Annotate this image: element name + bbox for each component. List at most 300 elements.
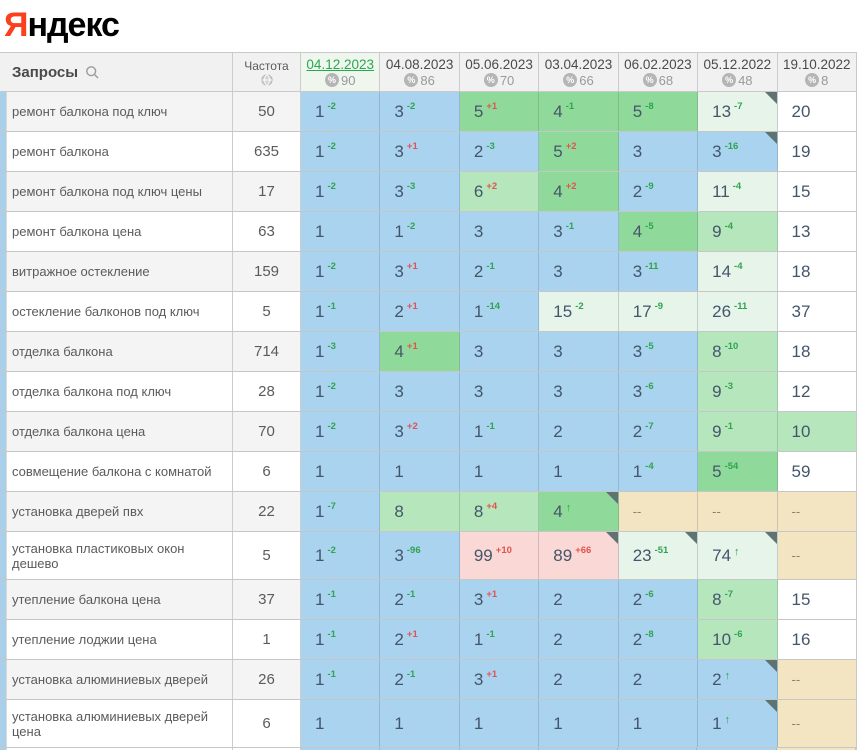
position-value: 2 xyxy=(632,181,643,201)
position-value: 1 xyxy=(553,713,563,733)
position-cell[interactable] xyxy=(301,412,380,451)
query-cell[interactable] xyxy=(0,172,233,211)
position-cell[interactable] xyxy=(301,532,380,579)
no-data-value: -- xyxy=(791,672,801,687)
position-cell[interactable] xyxy=(778,292,856,331)
query-text: витражное остекление xyxy=(12,264,150,279)
position-value: 1 xyxy=(315,141,325,161)
position-value: 17 xyxy=(632,301,652,321)
position-cell[interactable] xyxy=(778,580,856,619)
position-value: 2 xyxy=(394,589,404,609)
position-value: 18 xyxy=(791,261,811,281)
position-value: 15 xyxy=(791,589,811,609)
position-cell[interactable] xyxy=(380,532,459,579)
query-cell[interactable] xyxy=(0,292,233,331)
position-change: -1 xyxy=(565,101,575,112)
position-cell[interactable] xyxy=(460,700,539,747)
query-cell[interactable] xyxy=(0,252,233,291)
position-cell[interactable] xyxy=(619,372,698,411)
yandex-logo-letter: Я xyxy=(4,6,28,44)
position-value: 10 xyxy=(791,421,811,441)
search-icon[interactable] xyxy=(85,65,100,80)
position-change: -11 xyxy=(645,261,659,272)
position-value: 1 xyxy=(315,181,325,201)
position-value: 2 xyxy=(632,669,643,689)
position-cell[interactable] xyxy=(380,492,459,531)
position-cell[interactable] xyxy=(698,92,777,131)
position-change: -4 xyxy=(734,261,743,272)
frequency-cell: 63 xyxy=(233,212,301,251)
query-cell[interactable] xyxy=(0,332,233,371)
position-value: 1 xyxy=(315,589,325,609)
query-cell[interactable] xyxy=(0,492,233,531)
position-cell[interactable] xyxy=(460,332,539,371)
position-change: -6 xyxy=(645,589,654,600)
row-marker-stripe xyxy=(0,252,7,291)
query-cell[interactable] xyxy=(0,452,233,491)
position-change: -2 xyxy=(327,261,336,272)
position-value: 8 xyxy=(394,501,404,521)
position-value: 1 xyxy=(315,301,325,321)
position-change: -6 xyxy=(645,381,654,392)
position-cell[interactable] xyxy=(619,92,698,131)
position-change: -1 xyxy=(724,421,734,432)
position-cell[interactable] xyxy=(460,532,539,579)
table-row xyxy=(0,372,856,412)
position-value: 37 xyxy=(791,301,811,321)
query-cell[interactable] xyxy=(0,212,233,251)
visibility-stat xyxy=(722,73,752,88)
position-cell[interactable] xyxy=(778,172,856,211)
position-cell[interactable] xyxy=(380,412,459,451)
position-change: +1 xyxy=(406,629,418,640)
position-cell[interactable] xyxy=(619,212,698,251)
date-column-header xyxy=(778,53,856,91)
date-column-header xyxy=(301,53,380,91)
position-value: 1 xyxy=(473,461,484,481)
position-value: 2 xyxy=(473,141,484,161)
position-change: -2 xyxy=(327,421,336,432)
position-change: -6 xyxy=(734,629,743,640)
query-cell[interactable] xyxy=(0,372,233,411)
date-link[interactable]: 05.12.2022 xyxy=(703,56,772,72)
position-cell[interactable] xyxy=(539,332,618,371)
position-cell[interactable] xyxy=(778,532,856,579)
position-value: 3 xyxy=(712,141,722,161)
position-value: 5 xyxy=(712,461,722,481)
date-link[interactable]: 04.12.2023 xyxy=(306,56,374,72)
position-value: 2 xyxy=(632,589,643,609)
position-cell[interactable] xyxy=(778,492,856,531)
query-text: утепление лоджии цена xyxy=(12,632,157,647)
position-cell[interactable] xyxy=(619,580,698,619)
position-change: +1 xyxy=(486,101,498,112)
position-change: -2 xyxy=(327,381,336,392)
position-change: -3 xyxy=(406,181,416,192)
position-cell[interactable] xyxy=(619,532,698,579)
position-cell[interactable] xyxy=(698,292,777,331)
position-cell[interactable] xyxy=(539,292,618,331)
query-cell[interactable] xyxy=(0,132,233,171)
query-text: утепление балкона цена xyxy=(12,592,161,607)
position-change: -3 xyxy=(486,141,495,152)
position-cell[interactable] xyxy=(380,372,459,411)
position-cell[interactable] xyxy=(380,620,459,659)
position-value: 3 xyxy=(632,261,643,281)
position-cell[interactable] xyxy=(301,660,380,699)
query-cell[interactable] xyxy=(0,580,233,619)
date-link[interactable]: 04.08.2023 xyxy=(385,56,454,72)
position-cell[interactable] xyxy=(301,212,380,251)
position-cell[interactable] xyxy=(778,372,856,411)
position-cell[interactable] xyxy=(539,620,618,659)
position-value: 59 xyxy=(791,461,811,481)
position-cell[interactable] xyxy=(380,700,459,747)
position-cell[interactable] xyxy=(619,452,698,491)
query-cell[interactable] xyxy=(0,620,233,659)
position-cell[interactable] xyxy=(619,172,698,211)
position-cell[interactable] xyxy=(301,372,380,411)
position-cell[interactable] xyxy=(778,660,856,699)
position-value: 74 xyxy=(712,545,732,565)
position-change: -7 xyxy=(734,101,743,112)
position-value: 1 xyxy=(315,221,325,241)
position-cell[interactable] xyxy=(301,92,380,131)
position-change: +2 xyxy=(406,421,418,432)
position-cell[interactable] xyxy=(380,172,459,211)
position-cell[interactable] xyxy=(778,332,856,371)
position-value: 1 xyxy=(315,669,325,689)
position-change: ↑ xyxy=(724,669,731,682)
visibility-percent: 68 xyxy=(658,72,674,88)
position-cell[interactable] xyxy=(778,212,856,251)
row-marker-stripe xyxy=(0,580,7,619)
position-value: 13 xyxy=(712,101,732,121)
row-marker-stripe xyxy=(0,132,7,171)
position-value: 3 xyxy=(553,261,563,281)
position-cell[interactable] xyxy=(539,212,618,251)
position-cell[interactable] xyxy=(301,452,380,491)
position-change: -2 xyxy=(327,545,336,556)
position-cell[interactable] xyxy=(301,620,380,659)
frequency-cell: 6 xyxy=(233,452,301,491)
frequency-cell: 70 xyxy=(233,412,301,451)
position-cell[interactable] xyxy=(619,132,698,171)
position-cell[interactable] xyxy=(539,92,618,131)
position-cell[interactable] xyxy=(698,372,777,411)
position-change: -2 xyxy=(327,101,336,112)
position-cell[interactable] xyxy=(460,212,539,251)
position-cell[interactable] xyxy=(698,172,777,211)
position-cell[interactable] xyxy=(380,580,459,619)
visibility-stat xyxy=(805,73,828,88)
query-cell[interactable] xyxy=(0,700,233,747)
position-value: 1 xyxy=(712,713,722,733)
position-cell[interactable] xyxy=(539,372,618,411)
position-cell[interactable] xyxy=(619,332,698,371)
position-change: -11 xyxy=(734,301,748,312)
position-value: 99 xyxy=(473,545,493,565)
date-link[interactable]: 03.04.2023 xyxy=(544,56,613,72)
position-change: -16 xyxy=(724,141,739,152)
position-value: 4 xyxy=(553,181,563,201)
position-cell[interactable] xyxy=(539,700,618,747)
position-cell[interactable] xyxy=(460,412,539,451)
position-cell[interactable] xyxy=(619,700,698,747)
position-cell[interactable] xyxy=(380,292,459,331)
position-cell[interactable] xyxy=(539,252,618,291)
position-cell[interactable] xyxy=(301,332,380,371)
position-change: +10 xyxy=(495,545,512,556)
position-cell[interactable] xyxy=(460,252,539,291)
position-cell[interactable] xyxy=(539,452,618,491)
queries-header-label: Запросы xyxy=(12,63,79,81)
position-change: +2 xyxy=(565,141,577,152)
position-value: 11 xyxy=(712,181,730,201)
frequency-cell: 635 xyxy=(233,132,301,171)
position-cell[interactable] xyxy=(539,492,618,531)
frequency-cell: 1 xyxy=(233,620,301,659)
table-row xyxy=(0,660,856,700)
position-change: -3 xyxy=(724,381,734,392)
percent-icon: % xyxy=(563,73,577,87)
position-cell[interactable] xyxy=(380,452,459,491)
position-value: 14 xyxy=(712,261,732,281)
position-cell[interactable] xyxy=(619,412,698,451)
yandex-logo xyxy=(0,0,857,52)
position-cell[interactable] xyxy=(619,252,698,291)
row-marker-stripe xyxy=(0,212,7,251)
position-cell[interactable] xyxy=(698,492,777,531)
position-cell[interactable] xyxy=(698,532,777,579)
position-value: 5 xyxy=(473,101,484,121)
query-text: установка дверей пвх xyxy=(12,504,144,519)
position-cell[interactable] xyxy=(380,132,459,171)
query-text: отделка балкона xyxy=(12,344,113,359)
position-cell[interactable] xyxy=(301,172,380,211)
table-row xyxy=(0,252,856,292)
row-marker-stripe xyxy=(0,92,7,131)
query-text: установка алюминиевых дверей xyxy=(12,672,208,687)
row-marker-stripe xyxy=(0,660,7,699)
position-change: -5 xyxy=(645,341,654,352)
query-cell[interactable] xyxy=(0,532,233,579)
position-cell[interactable] xyxy=(698,700,777,747)
position-cell[interactable] xyxy=(698,252,777,291)
frequency-header-label: Частота xyxy=(244,58,289,73)
table-row xyxy=(0,580,856,620)
position-cell[interactable] xyxy=(460,492,539,531)
position-cell[interactable] xyxy=(460,620,539,659)
position-change: -1 xyxy=(565,221,575,232)
position-value: 3 xyxy=(632,141,643,161)
position-value: 2 xyxy=(553,629,563,649)
position-cell[interactable] xyxy=(539,580,618,619)
position-change: -8 xyxy=(645,101,654,112)
frequency-cell: 5 xyxy=(233,292,301,331)
table-row xyxy=(0,532,856,580)
position-value: 3 xyxy=(473,221,484,241)
position-cell[interactable] xyxy=(539,660,618,699)
position-cell[interactable] xyxy=(301,492,380,531)
position-cell[interactable] xyxy=(778,412,856,451)
query-text: ремонт балкона под ключ цены xyxy=(12,184,202,199)
position-value: 15 xyxy=(553,301,573,321)
position-cell[interactable] xyxy=(778,452,856,491)
position-change: -7 xyxy=(724,589,734,600)
position-value: 2 xyxy=(394,301,404,321)
row-marker-stripe xyxy=(0,700,7,747)
position-change: -1 xyxy=(486,261,495,272)
position-cell[interactable] xyxy=(698,412,777,451)
query-cell[interactable] xyxy=(0,412,233,451)
position-change: +2 xyxy=(486,181,498,192)
position-value: 3 xyxy=(394,261,404,281)
position-value: 3 xyxy=(553,221,563,241)
position-cell[interactable] xyxy=(698,620,777,659)
position-cell[interactable] xyxy=(778,620,856,659)
position-cell[interactable] xyxy=(460,92,539,131)
position-value: 1 xyxy=(315,501,325,521)
position-value: 16 xyxy=(791,629,811,649)
position-change: -2 xyxy=(327,181,336,192)
frequency-cell: 37 xyxy=(233,580,301,619)
position-value: 1 xyxy=(315,713,325,733)
position-cell[interactable] xyxy=(380,212,459,251)
position-cell[interactable] xyxy=(460,660,539,699)
position-cell[interactable] xyxy=(778,132,856,171)
position-cell[interactable] xyxy=(698,132,777,171)
query-text: остекление балконов под ключ xyxy=(12,304,200,319)
position-cell[interactable] xyxy=(619,660,698,699)
position-value: 1 xyxy=(394,221,404,241)
position-cell[interactable] xyxy=(778,700,856,747)
position-cell[interactable] xyxy=(619,292,698,331)
position-change: -54 xyxy=(724,461,739,472)
visibility-stat xyxy=(563,73,593,88)
position-cell[interactable] xyxy=(698,452,777,491)
position-cell[interactable] xyxy=(698,332,777,371)
position-value: 3 xyxy=(394,181,404,201)
no-data-value: -- xyxy=(712,504,721,519)
query-cell[interactable] xyxy=(0,660,233,699)
yandex-logo-rest: ндекс xyxy=(27,6,119,44)
position-cell[interactable] xyxy=(460,172,539,211)
position-value: 2 xyxy=(394,669,404,689)
position-change: -9 xyxy=(654,301,664,312)
position-cell[interactable] xyxy=(698,212,777,251)
position-cell[interactable] xyxy=(619,492,698,531)
no-data-value: -- xyxy=(791,716,801,731)
position-cell[interactable] xyxy=(778,252,856,291)
position-value: 3 xyxy=(632,341,643,361)
position-change: -1 xyxy=(406,589,416,600)
position-value: 2 xyxy=(553,669,563,689)
position-value: 26 xyxy=(712,301,732,321)
position-value: 1 xyxy=(315,461,325,481)
position-change: +1 xyxy=(486,669,498,680)
position-cell[interactable] xyxy=(301,132,380,171)
position-cell[interactable] xyxy=(460,580,539,619)
position-cell[interactable] xyxy=(301,252,380,291)
position-value: 8 xyxy=(712,589,722,609)
position-cell[interactable] xyxy=(301,700,380,747)
row-marker-stripe xyxy=(0,172,7,211)
date-link[interactable]: 05.06.2023 xyxy=(465,56,533,72)
position-cell[interactable] xyxy=(460,372,539,411)
position-cell[interactable] xyxy=(460,132,539,171)
position-value: 3 xyxy=(394,545,404,565)
position-change: -51 xyxy=(654,545,669,556)
position-cell[interactable] xyxy=(539,532,618,579)
date-link[interactable]: 06.02.2023 xyxy=(624,56,692,72)
query-cell[interactable] xyxy=(0,92,233,131)
position-cell[interactable] xyxy=(460,452,539,491)
position-cell[interactable] xyxy=(539,132,618,171)
position-cell[interactable] xyxy=(539,412,618,451)
date-column-header xyxy=(460,53,539,91)
position-cell[interactable] xyxy=(380,660,459,699)
position-change: -2 xyxy=(327,141,336,152)
position-value: 2 xyxy=(632,421,643,441)
position-value: 3 xyxy=(473,669,484,689)
position-cell[interactable] xyxy=(380,252,459,291)
date-column-header xyxy=(698,53,777,91)
visibility-stat xyxy=(404,73,434,88)
position-change: +1 xyxy=(406,301,418,312)
position-value: 3 xyxy=(473,589,484,609)
position-value: 2 xyxy=(553,421,563,441)
position-change: -1 xyxy=(486,421,495,432)
position-cell[interactable] xyxy=(380,92,459,131)
frequency-header-cell xyxy=(233,53,301,91)
queries-header-cell xyxy=(0,53,233,91)
position-value: 3 xyxy=(394,381,404,401)
position-change: -9 xyxy=(645,181,654,192)
position-cell[interactable] xyxy=(460,292,539,331)
position-change: -10 xyxy=(724,341,739,352)
position-value: 1 xyxy=(473,629,484,649)
position-cell[interactable] xyxy=(778,92,856,131)
query-text: ремонт балкона цена xyxy=(12,224,142,239)
row-marker-stripe xyxy=(0,532,7,579)
position-cell[interactable] xyxy=(619,620,698,659)
position-value: 3 xyxy=(473,341,484,361)
position-cell[interactable] xyxy=(380,332,459,371)
position-cell[interactable] xyxy=(539,172,618,211)
date-link[interactable]: 19.10.2022 xyxy=(782,56,851,72)
visibility-percent: 90 xyxy=(340,72,356,88)
position-value: 2 xyxy=(632,629,643,649)
position-cell[interactable] xyxy=(301,292,380,331)
position-cell[interactable] xyxy=(698,580,777,619)
table-row xyxy=(0,172,856,212)
position-value: 15 xyxy=(791,181,811,201)
position-value: 12 xyxy=(791,381,811,401)
position-cell[interactable] xyxy=(301,580,380,619)
position-change: +1 xyxy=(486,589,498,600)
percent-icon: % xyxy=(484,73,498,87)
position-value: 4 xyxy=(553,501,563,521)
frequency-cell: 22 xyxy=(233,492,301,531)
position-value: 1 xyxy=(315,381,325,401)
position-value: 4 xyxy=(632,221,643,241)
row-marker-stripe xyxy=(0,332,7,371)
position-cell[interactable] xyxy=(698,660,777,699)
position-change: +66 xyxy=(575,545,592,556)
visibility-percent: 48 xyxy=(738,72,753,88)
position-value: 1 xyxy=(632,461,643,481)
